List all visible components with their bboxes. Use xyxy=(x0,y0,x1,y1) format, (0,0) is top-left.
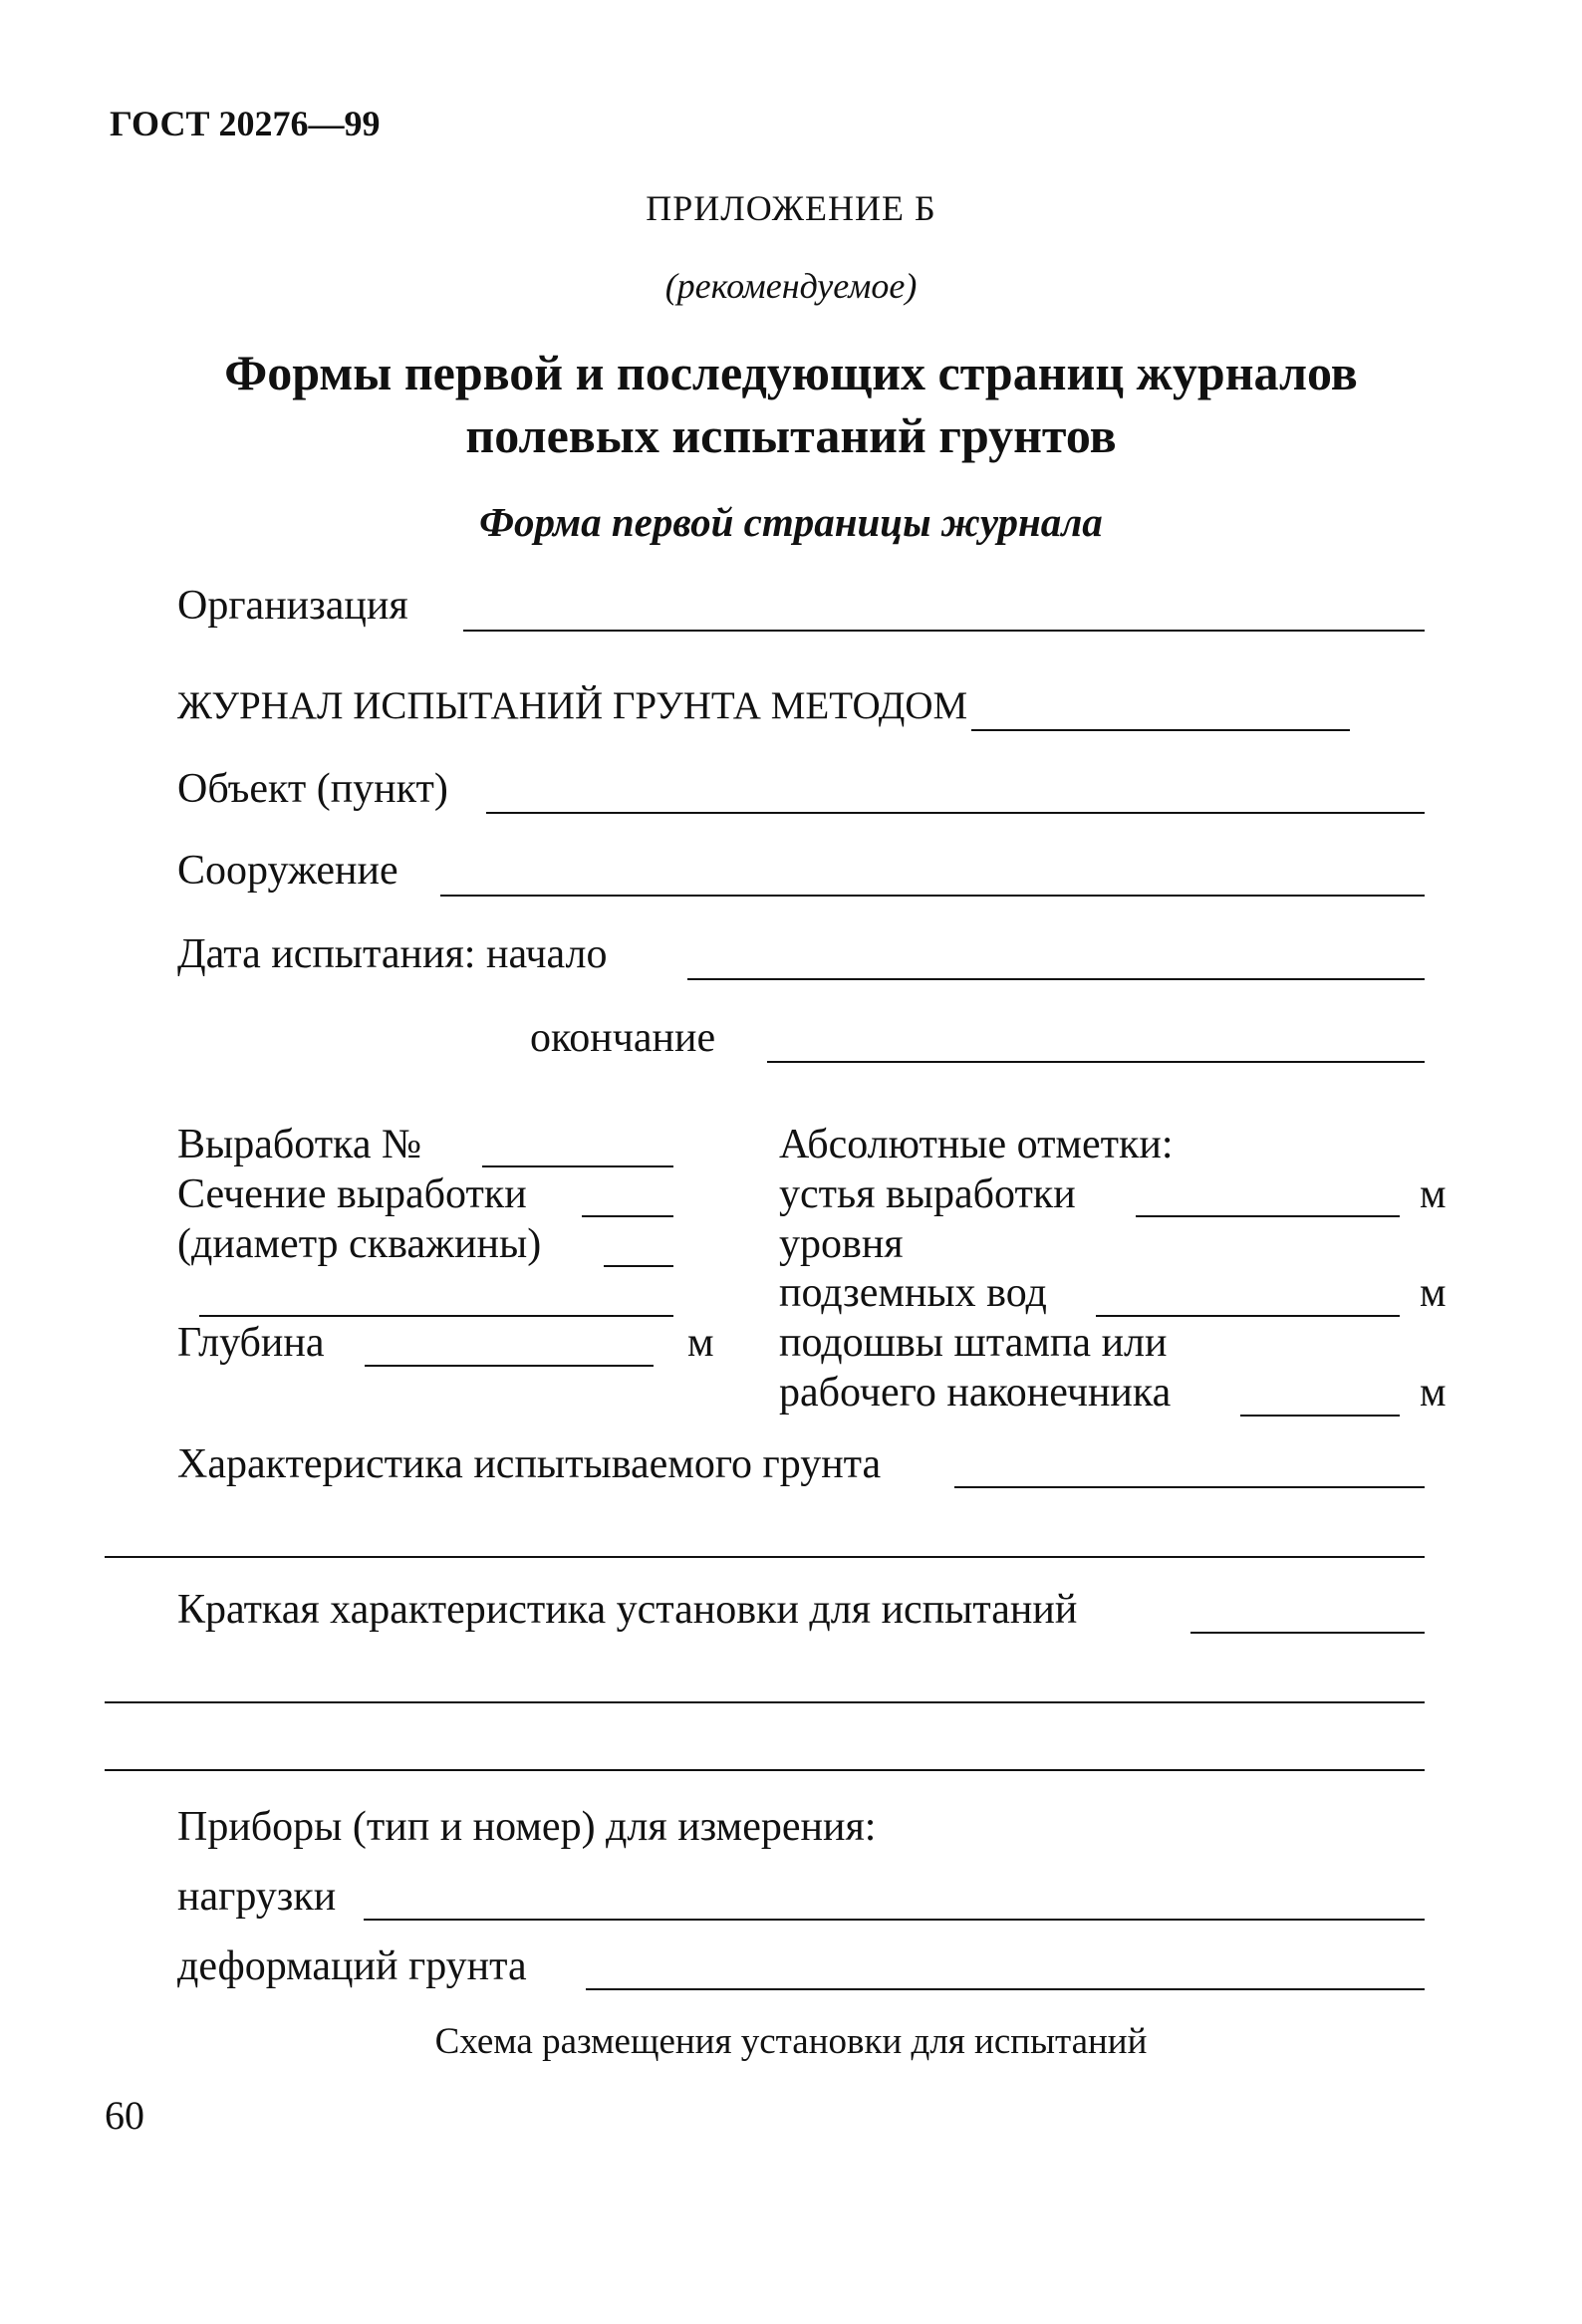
working-tip-field[interactable] xyxy=(1240,1415,1400,1417)
absolute-marks-label: Абсолютные отметки: xyxy=(779,1122,1174,1167)
excavation-number-field[interactable] xyxy=(482,1165,673,1167)
mouth-mark-unit: м xyxy=(1420,1171,1447,1217)
deformation-label: деформаций грунта xyxy=(177,1943,527,1989)
setup-characteristic-extra-line-1[interactable] xyxy=(105,1701,1425,1703)
organization-label: Организация xyxy=(177,583,408,629)
setup-characteristic-extra-line-2[interactable] xyxy=(105,1769,1425,1771)
depth-unit: м xyxy=(687,1320,714,1366)
test-date-start-label: Дата испытания: начало xyxy=(177,931,608,977)
test-date-end-field[interactable] xyxy=(767,1061,1425,1063)
structure-label: Сооружение xyxy=(177,848,398,894)
setup-scheme-caption: Схема размещения установки для испытаний xyxy=(434,2021,1148,2062)
page-title-line-1: Формы первой и последующих страниц журналов xyxy=(224,345,1358,400)
excavation-section-label: Сечение выработки xyxy=(177,1171,527,1217)
setup-characteristic-label: Краткая характеристика установки для испытаний xyxy=(177,1587,1078,1633)
appendix-note: (рекомендуемое) xyxy=(664,266,918,306)
mouth-mark-field[interactable] xyxy=(1136,1215,1400,1217)
depth-label: Глубина xyxy=(177,1320,325,1366)
groundwater-label: подземных вод xyxy=(779,1270,1047,1316)
page-number: 60 xyxy=(105,2093,144,2138)
soil-characteristic-extra-line[interactable] xyxy=(105,1556,1425,1558)
organization-field[interactable] xyxy=(463,630,1425,632)
soil-characteristic-label: Характеристика испытываемого грунта xyxy=(177,1441,882,1487)
object-field[interactable] xyxy=(486,812,1425,814)
groundwater-field[interactable] xyxy=(1096,1315,1400,1317)
level-label: уровня xyxy=(779,1221,904,1267)
test-date-start-field[interactable] xyxy=(687,978,1425,980)
groundwater-unit: м xyxy=(1420,1270,1447,1316)
working-tip-unit: м xyxy=(1420,1370,1447,1416)
mouth-mark-label: устья выработки xyxy=(779,1171,1076,1217)
section-extra-field[interactable] xyxy=(199,1315,673,1317)
standard-number: ГОСТ 20276—99 xyxy=(110,104,381,143)
test-date-end-label: окончание xyxy=(530,1015,716,1061)
page-title-line-2: полевых испытаний грунтов xyxy=(465,407,1117,463)
depth-field[interactable] xyxy=(365,1365,654,1367)
appendix-label: ПРИЛОЖЕНИЕ Б xyxy=(646,188,936,228)
excavation-number-label: Выработка № xyxy=(177,1122,422,1167)
excavation-section-field[interactable] xyxy=(582,1215,673,1217)
load-instrument-field[interactable] xyxy=(364,1919,1425,1921)
working-tip-label: рабочего наконечника xyxy=(779,1370,1172,1416)
object-label: Объект (пункт) xyxy=(177,766,448,812)
setup-characteristic-field[interactable] xyxy=(1190,1632,1425,1634)
borehole-diameter-field[interactable] xyxy=(604,1265,673,1267)
stamp-base-label: подошвы штампа или xyxy=(779,1320,1168,1366)
journal-method-field[interactable] xyxy=(971,729,1350,731)
deformation-instrument-field[interactable] xyxy=(586,1988,1425,1990)
borehole-diameter-label: (диаметр скважины) xyxy=(177,1221,542,1267)
soil-characteristic-field[interactable] xyxy=(954,1486,1425,1488)
journal-method-label: ЖУРНАЛ ИСПЫТАНИЙ ГРУНТА МЕТОДОМ xyxy=(177,684,968,727)
load-label: нагрузки xyxy=(177,1874,337,1920)
form-subtitle: Форма первой страницы журнала xyxy=(479,499,1103,545)
instruments-label: Приборы (тип и номер) для измерения: xyxy=(177,1804,877,1850)
structure-field[interactable] xyxy=(440,895,1425,897)
